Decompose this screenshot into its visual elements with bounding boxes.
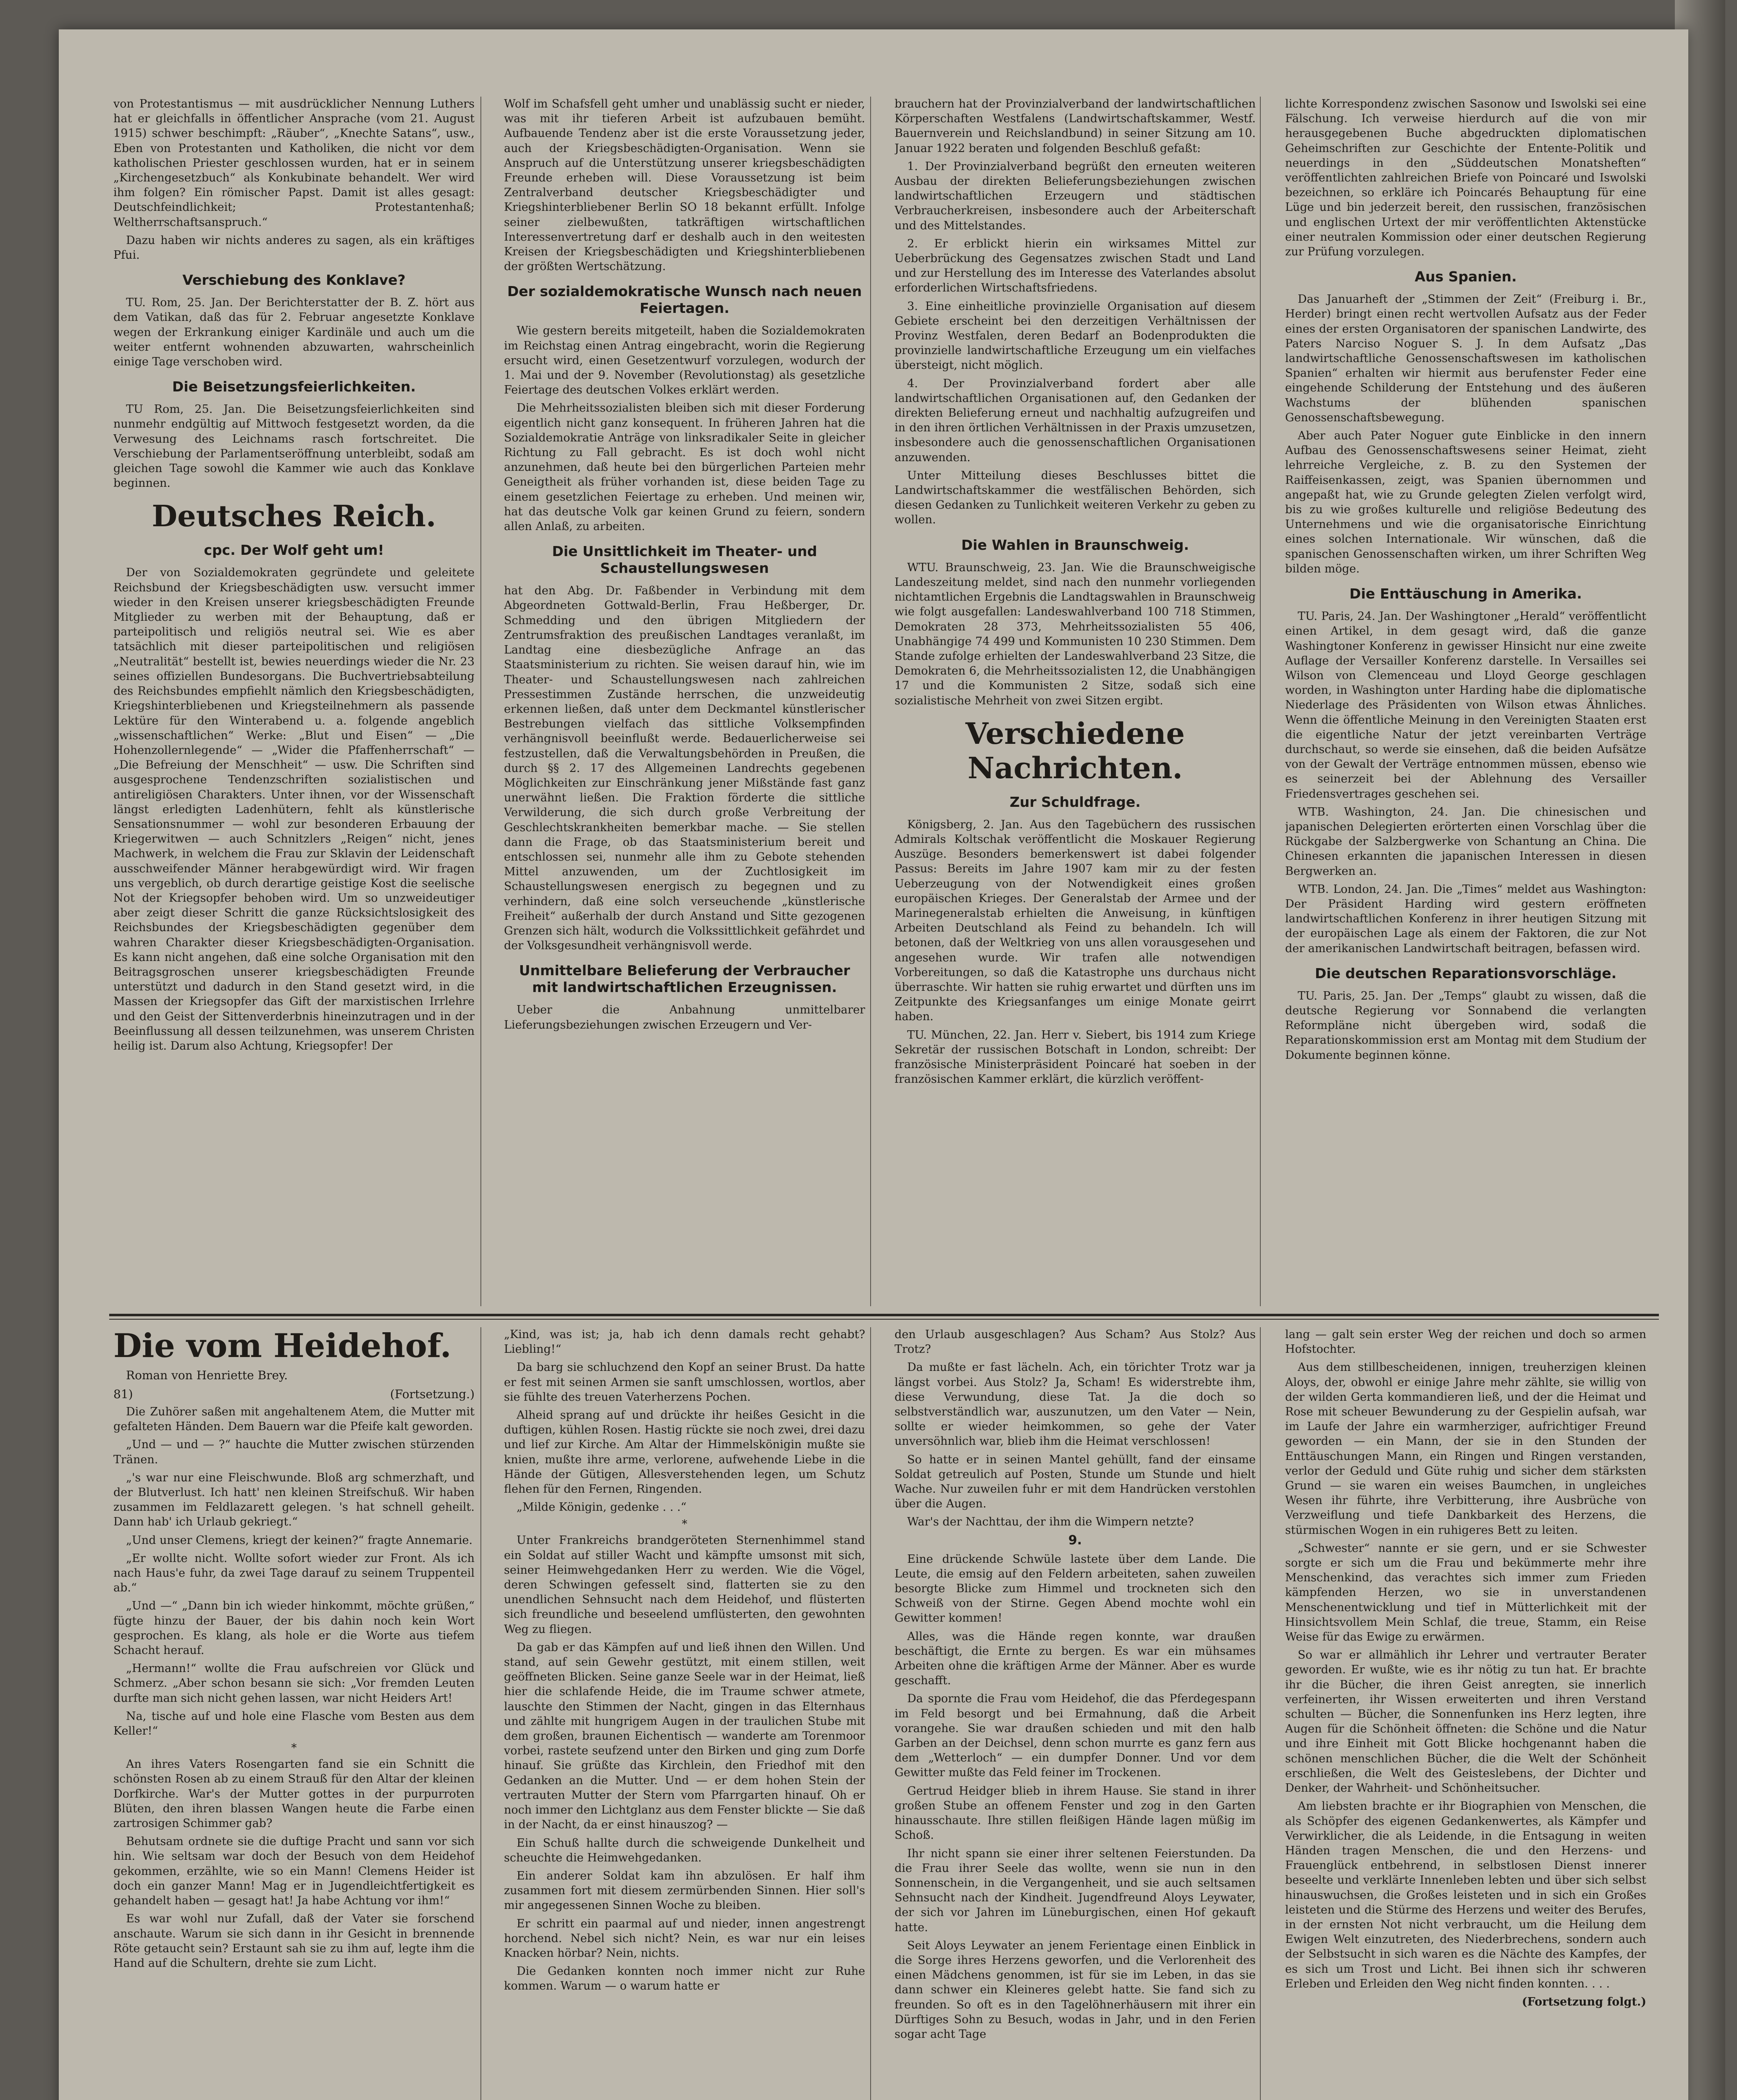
article-text: 3. Eine einheitliche provinzielle Organisation auf diesem Gebiete erscheint bei den derzeitigen Verhältnissen der Provinz Westfalen, deren Bedarf an Bodenprodukten die provinzielle landwirtschaftliche Erzeugung um ein vielfaches übersteigt, nicht möglich.: [895, 299, 1256, 372]
article-text: hat den Abg. Dr. Faßbender in Verbindung mit dem Abgeordneten Gottwald-Berlin, Frau Heßberger, Dr. Schmedding und den übrigen Mitgliedern der Zentrumsfraktion des preußischen Landtages veranlaßt, im Landtag eine diesbezügliche Anfrage an das Staatsministerium zu richten. Sie weisen darauf hin, wie im Theater- und Schaustellungswesen nach zahlreichen Pressestimmen Zustände herrschen, die unzweideutig erkennen ließen, daß unter dem Deckmantel künstlerischer Bestrebungen vielfach das sittliche Volksempfinden verhängnisvoll beeinflußt werde. Bedauerlicherweise sei festzustellen, daß die Verwaltungsbehörden in Preußen, die durch §§ 2. 17 des Allgemeinen Landrechts gegebenen Möglichkeiten zur Einschränkung jener Mißstände fast ganz unerwähnt ließen. Die Fraktion förderte die sittliche Verwilderung, die sich durch große Verbreitung der Geschlechtskrankheiten bemerkbar mache. — Sie stellen dann die Frage, ob das Staatsministerium bereit und entschlossen sei, nunmehr alle ihm zu Gebote stehenden Mittel anzuwenden, um der Zuchtlosigkeit im Schaustellungswesen energisch zu begegnen und zu verhindern, daß eine solch verseuchende „künstlerische Freiheit“ außerhalb der durch Anstand und Sitte gezogenen Grenzen sich hält, wodurch die Volkssittlichkeit gefährdet und der Volksgesundheit verhängnisvoll werde.: [504, 584, 865, 953]
novel-text: Da gab er das Kämpfen auf und ließ ihnen den Willen. Und stand, auf sein Gewehr gestützt, mit einem stillen, weit geöffneten Blicken. Seine ganze Seele war in der Heimat, ließ hier die schlafende Heide, die im Traume schwer atmete, lauschte den Stimmen der Nacht, gingen in das Elternhaus und zählte mit hungrigem Augen in der traulichen Stube mit dem großen, braunen Eichentisch — wanderte am Torenmoor vorbei, rastete seufzend unter den Birken und ging zum Dorfe hinauf. Sie grüßte das Kirchlein, den Friedhof mit den Gedanken an die Mutter. Und — er dem hohen Stein der vertrauten Mutter der Stern vom Pfarrgarten hinauf. Oh er noch immer den Lichtglanz aus dem Fenster blickte — Sie daß in der Nacht, da er einst hinauszog? —: [504, 1641, 865, 1832]
novel-text: Am liebsten brachte er ihr Biographien von Menschen, die als Schöpfer des eigenen Gedankenwertes, als Kämpfer und Verwirklicher, die als Leidende, in die Entsagung in weiten Händen tragen Menschen, die und den Herzens- und Frauenglück entbehrend, in selbstlosen Dienst innerer beseelte und verklärte Innenleben lebten und über sich selbst hinauswuchsen, die Großes leisteten und in sich ein Großes leisteten und die Stürme des Herzens und weiter des Berufes, in der ernsten Not nicht verbraucht, um die Heilung dem Ewigen Welt einzutreten, des Niederbrechens, sondern auch der Selbstsucht in sich waren es die Nächte des Kampfes, der es sich um Trost und Licht. Bei ihnen sich ihr schweren Erleben und Erleiden den Weg nicht finden konnten. . . .: [1285, 1800, 1646, 1990]
novel-column-4: [1285, 1327, 1646, 2100]
novel-text: So war er allmählich ihr Lehrer und vertrauter Berater geworden. Er wußte, wie es ihr nötig zu tun hat. Er brachte ihr die Bücher, die ihren Geist anregten, sie innerlich verfeinerten, ihr Wissen erweiterten und ihren Verstand schulten — Bücher, die Sonnenfunken ins Herz legten, ihre Augen für die Schönheit öffneten: die Schöne und die Natur und ihre Einheit mit Gott Blicke hochgenannt haben die schönen menschlichen Bücher, die die Welt der Schönheit erschließen, die Welt des Geisteslebens, der Dichter und Denker, der Wahrheit- und Schönheitsucher.: [1285, 1648, 1646, 1795]
article-headline: Die Enttäuschung in Amerika.: [1349, 585, 1582, 602]
article-column-2: [504, 97, 865, 1308]
article-text: TU. Rom, 25. Jan. Der Berichterstatter der B. Z. hört aus dem Vatikan, daß das für 2. Februar angesetzte Konklave wegen der Erkrankung einiger Kardinäle und auch um die weiter entfernt wohnenden abzuwarten, wahrscheinlich einige Tage verschoben wird.: [113, 296, 475, 369]
column-rule: [480, 1327, 481, 2100]
article-text: WTU. Braunschweig, 23. Jan. Wie die Braunschweigische Landeszeitung meldet, sind nach den nunmehr vorliegenden nichtamtlichen Ergebnis die Landtagswahlen in Braunschweig wie folgt ausgefallen: Landeswahlverband 100 718 Stimmen, Demokraten 28 373, Mehrheitssozialisten 55 406, Unabhängige 74 499 und Kommunisten 10 230 Stimmen. Dem Stande zufolge erhielten der Landeswahlverband 23 Sitze, die Demokraten 6, die Mehrheitssozialisten 12, die Unabhängigen 17 und die Kommunisten 2 Sitze, sodaß sich eine sozialistische Mehrheit von zwei Sitzen ergibt.: [895, 561, 1256, 707]
article-text: Dazu haben wir nichts anderes zu sagen, als ein kräftiges Pfui.: [113, 234, 475, 262]
novel-column-2: [504, 1327, 865, 2100]
novel-column-3: [895, 1327, 1256, 2100]
article-text: 4. Der Provinzialverband fordert aber alle landwirtschaftlichen Organisationen auf, den Gedanken der direkten Belieferung erneut und nachhaltig aufzugreifen und in den ihren örtlichen Verhältnissen in der Praxis umzusetzen, insbesondere auch die genossenschaftlichen Organisationen anzuwenden.: [895, 377, 1256, 464]
novel-text: den Urlaub ausgeschlagen? Aus Scham? Aus Stolz? Aus Trotz?: [895, 1328, 1256, 1356]
installment-line: [113, 1387, 475, 1401]
novel-text: „Kind, was ist; ja, hab ich denn damals recht gehabt? Liebling!“: [504, 1328, 865, 1356]
novel-text: Alles, was die Hände regen konnte, war draußen beschäftigt, die Ernte zu bergen. Es war ein mühsames Arbeiten ohne die kräftigen Arme der Männer. Aber es wurde geschafft.: [895, 1630, 1256, 1688]
article-text: brauchern hat der Provinzialverband der landwirtschaftlichen Körperschaften Westfalens (Landwirtschaftskammer, Westf. Bauernverein und Reichslandbund) in seiner Sitzung am 10. Januar 1922 beraten und folgenden Beschluß gefaßt:: [895, 97, 1256, 155]
article-headline: Die Unsittlichkeit im Theater- und Schaustellungswesen: [552, 543, 817, 577]
novel-text: Ein Schuß hallte durch die schweigende Dunkelheit und scheuchte die Heimwehgedanken.: [504, 1836, 865, 1864]
column-rule: [480, 97, 481, 1306]
novel-byline: Roman von Henriette Brey.: [126, 1368, 288, 1382]
novel-column-1: [113, 1327, 475, 2100]
article-text: Unter Mitteilung dieses Beschlusses bittet die Landwirtschaftskammer die westfälischen Behörden, sich diesen Gedanken zu Tunlichkeit weiteren Verkehr zu geben zu wollen.: [895, 469, 1256, 527]
article-text: Der von Sozialdemokraten gegründete und geleitete Reichsbund der Kriegsbeschädigten usw. versucht immer wieder in den Kreisen unserer kriegsbeschädigten Freunde Mitglieder zu werben mit der Behauptung, daß er parteipolitisch und religiös neutral sei. Wie es aber tatsächlich mit dieser parteipolitischen und religiösen „Neutralität“ bestellt ist, bewies neuerdings wieder die Nr. 23 seines offiziellen Bundesorgans. Die Buchvertriebsabteilung des Reichsbundes empfiehlt nämlich den Kriegsbeschädigten, Kriegshinterbliebenen und Kriegsteilnehmern als passende Lektüre für den Winterabend u. a. folgende angeblich „wissenschaftlichen“ Werke: „Blut und Eisen“ — „Die Hohenzollernlegende“ — „Wider die Pfaffenherrschaft“ — „Die Befreiung der Menschheit“ — usw. Die Schriften sind ausgesprochene Tendenzschriften sozialistischen und antireligiösen Charakters. Unter ihnen, vor der Wissenschaft längst erledigten Ladenhütern, fehlt als künstlerische Sensationsnummer — wohl zur besonderen Erbauung der Kriegerwitwen — auch Schnitzlers „Reigen“ nicht, jenes Machwerk, in welchem die Frau zur Sklavin der Leidenschaft ausschweifender Männer herabgewürdigt wird. Wir fragen uns vergeblich, ob durch derartige geistige Kost die seelische Not der Kriegsopfer behoben wird. Um so unzweideutiger aber zeigt dieser Schritt die ganze Rücksichtslosigkeit des Reichsbundes der Kriegsbeschädigten gegenüber dem wahren Charakter dieser Kriegsbeschädigten-Organisation. Es kann nicht angehen, daß eine solche Organisation mit den Beitragsgroschen unserer kriegsbeschädigten Freunde unterstützt und dadurch in den Stand gesetzt wird, in die Massen der Kriegsopfer das Gift der marxistischen Irrlehre und den Geist der Sittenverderbnis hineinzutragen und in der Beeinflussung all dessen teilzunehmen, was unserem Christen heilig ist. Darum also Achtung, Kriegsopfer! Der: [113, 566, 475, 1053]
novel-text: „Und — und — ?“ hauchte die Mutter zwischen stürzenden Tränen.: [113, 1438, 475, 1466]
article-headline: Die Wahlen in Braunschweig.: [961, 536, 1189, 553]
novel-text: Da spornte die Frau vom Heidehof, die das Pferdegespann im Feld besorgt und bei Ermahnung, daß die Arbeit vorangehe. Sie war draußen schieden und mit den halb Garben an der Deichsel, denn schon murrte es ganz fern aus dem „Wetterloch“ — ein dumpfer Donner. Und vor dem Gewitter mußte das Feld feiner im Trockenen.: [895, 1692, 1256, 1780]
novel-text: „Und unser Clemens, kriegt der keinen?“ fragte Annemarie.: [126, 1533, 473, 1547]
article-text: Königsberg, 2. Jan. Aus den Tagebüchern des russischen Admirals Koltschak veröffentlicht die Moskauer Regierung Auszüge. Besonders bemerkenswert ist dabei folgender Passus: Bereits im Jahre 1907 kam mir zu der festen Ueberzeugung von der Notwendigkeit eines großen europäischen Krieges. Der Generalstab der Armee und der Marinegeneralstab erhielten die Anweisung, in künftigen Arbeiten Deutschland als Feind zu behandeln. Ich will betonen, daß der Weltkrieg von uns allen vorausgesehen und angesehen wurde. Wir trafen alle notwendigen Vorbereitungen, so daß die Katastrophe uns durchaus nicht überraschte. Wir hatten sie ruhig erwartet und dürften uns im Zeitpunkte des Kriegsanfanges um einige Monate geirrt haben.: [895, 818, 1256, 1024]
novel-text: Na, tische auf und hole eine Flasche vom Besten aus dem Keller!“: [113, 1709, 475, 1738]
novel-text: An ihres Vaters Rosengarten fand sie ein Schnitt die schönsten Rosen ab zu einem Strauß für den Altar der kleinen Dorfkirche. War's der Mutter gottes in der purpurroten Blüten, den ihren blassen Wangen heute die Farbe einen zartrosigen Schimmer gab?: [113, 1758, 475, 1830]
novel-text: „Und —“ „Dann bin ich wieder hinkommt, möchte grüßen,“ fügte hinzu der Bauer, der bis dahin noch kein Wort gesprochen. Es klang, als hole er die Worte aus tiefem Schacht herauf.: [113, 1599, 475, 1657]
section-title: Verschiedene Nachrichten.: [965, 716, 1185, 785]
novel-text: Da mußte er fast lächeln. Ach, ein törichter Trotz war ja längst vorbei. Aus Stolz? Ja, Scham! Es widerstrebte ihm, diese Verwundung, diese Tat. Ja die doch so selbstverständlich war, auszunutzen, um den Vater — Nein, sollte er wieder heimkommen, so gehe der Vater unversöhnlich war, blieb ihm die Heimat verschlossen!: [895, 1361, 1256, 1448]
article-headline: cpc. Der Wolf geht um!: [204, 542, 384, 559]
novel-text: Die Zuhörer saßen mit angehaltenem Atem, die Mutter mit gefalteten Händen. Dem Bauern war die Pfeife kalt geworden.: [113, 1405, 475, 1433]
newspaper-page: [59, 29, 1688, 2100]
article-text: Die Mehrheitssozialisten bleiben sich mit dieser Forderung eigentlich nicht ganz konsequent. In früheren Jahren hat die Sozialdemokratie Anträge von linksradikaler Seite in gleicher Richtung zu Fall gebracht. Es ist doch wohl nicht anzunehmen, daß heute bei den bürgerlichen Parteien mehr Geneigtheit als früher vorhanden ist, diese beiden Tage zu einem gesetzlichen Feiertage zu erheben. Und meinen wir, hat das deutsche Volk gar keinen Grund zu feiern, sondern allen Anlaß, zu arbeiten.: [504, 402, 865, 533]
article-text: Wie gestern bereits mitgeteilt, haben die Sozialdemokraten im Reichstag einen Antrag eingebracht, worin die Regierung ersucht wird, einen Gesetzentwurf vorzulegen, wodurch der 1. Mai und der 9. November (Revolutionstag) als gesetzliche Feiertage des deutschen Volkes erklärt werden.: [504, 324, 865, 397]
article-text: Das Januarheft der „Stimmen der Zeit“ (Freiburg i. Br., Herder) bringt einen recht wertvollen Aufsatz aus der Feder eines der ersten Organisatoren der spanischen Landwirte, des Paters Narciso Noguer S. J. In dem Aufsatz „Das landwirtschaftliche Genossenschaftswesen im katholischen Spanien“ erhalten wir hiermit aus berufenster Feder eine eingehende Schilderung der Entstehung und des äußeren Wachstums der blühenden spanischen Genossenschaftsbewegung.: [1285, 293, 1646, 424]
article-column-1: [113, 97, 475, 1308]
article-text: WTB. Washington, 24. Jan. Die chinesischen und japanischen Delegierten erörterten einen Vorschlag über die Rückgabe der Salzbergwerke von Schantung an China. Die Chinesen erkannten die japanischen Interessen in diesen Bergwerken an.: [1285, 805, 1646, 878]
novel-text: War's der Nachttau, der ihm die Wimpern netzte?: [907, 1515, 1194, 1529]
novel-text: Unter Frankreichs brandgeröteten Sternenhimmel stand ein Soldat auf stiller Wacht und kämpfte umsonst mit sich, seiner Heimwehgedanken Herr zu werden. Wie die Vögel, deren Schwingen gefesselt sind, flatterten sie zu den unendlichen Sehnsucht nach dem Heidehof, und flüsterten sich freundliche und beseelend umflüsterten, den gewohnten Weg zu fliegen.: [504, 1534, 865, 1636]
feuilleton-divider: [109, 1314, 1659, 1316]
column-rule: [1260, 1327, 1261, 2100]
novel-text: Ein anderer Soldat kam ihn abzulösen. Er half ihm zusammen fort mit diesem zermürbenden Sinnen. Hier soll's mir angegessenen Sinnen Woche zu bleiben.: [504, 1869, 865, 1912]
article-headline: Zur Schuldfrage.: [1010, 793, 1141, 810]
article-text: Ueber die Anbahnung unmittelbarer Lieferungsbeziehungen zwischen Erzeugern und Ver-: [504, 1003, 865, 1032]
novel-text: Die Gedanken konnten noch immer nicht zur Ruhe kommen. Warum — o warum hatte er: [504, 1965, 865, 1993]
novel-text: Eine drückende Schwüle lastete über dem Lande. Die Leute, die emsig auf den Feldern arbeiteten, sahen zuweilen besorgte Blicke zum Himmel und trockneten sich den Schweiß von der Stirne. Gegen Abend mochte wohl ein Gewitter kommen!: [895, 1552, 1256, 1625]
article-headline: Aus Spanien.: [1414, 268, 1517, 285]
installment-number: 81): [113, 1387, 133, 1401]
article-text: TU. Paris, 25. Jan. Der „Temps“ glaubt zu wissen, daß die deutsche Regierung vor Sonnabend die verlangten Reformpläne nicht übergeben wird, sodaß die Reparationskommission erst am Montag mit dem Studium der Dokumente beginnen könne.: [1285, 989, 1646, 1062]
novel-text: „'s war nur eine Fleischwunde. Bloß arg schmerzhaft, und der Blutverlust. Ich hatt' nen kleinen Streifschuß. Wir haben zusammen im Feldlazarett gelegen. 's hat schnell geheilt. Dann hab' ich Urlaub gekriegt.“: [113, 1471, 475, 1529]
article-text: TU Rom, 25. Jan. Die Beisetzungsfeierlichkeiten sind nunmehr endgültig auf Mittwoch festgesetzt worden, da die Verwesung des Leichnams rasch fortschreitet. Die Verschiebung der Parlamentseröffnung unterbleibt, sodaß am gleichen Tage sowohl die Kammer wie auch das Konklave beginnen.: [113, 403, 475, 490]
article-text: Wolf im Schafsfell geht umher und unablässig sucht er nieder, was mit ihr tieferen Arbeit ist aufzubauen bemüht. Aufbauende Tendenz aber ist die erste Voraussetzung jeder, auch der Kriegsbeschädigten-Organisation. Wenn sie Anspruch auf die Unterstützung unserer kriegsbeschädigten Freunde erheben will. Diese Voraussetzung ist beim Zentralverband deutscher Kriegsbeschädigter und Kriegshinterbliebener Berlin SO 18 bekannt erfüllt. Infolge seiner zielbewußten, tatkräftigen wirtschaftlichen Interessenvertretung darf er deshalb auch in den weitesten Kreisen der Kriegsbeschädigten und Kriegshinterbliebenen der größten Wertschätzung.: [504, 97, 865, 273]
article-headline: Unmittelbare Belieferung der Verbraucher mit landwirtschaftlichen Erzeugnissen.: [519, 962, 850, 996]
novel-text: Er schritt ein paarmal auf und nieder, innen angestrengt horchend. Nebel sich nicht? Nein, es war nur ein leises Knacken hörbar? Nein, nichts.: [504, 1917, 865, 1960]
novel-text: „Milde Königin, gedenke . . .“: [517, 1501, 687, 1514]
novel-text: „Schwester“ nannte er sie gern, und er sie Schwester sorgte er sich um die Frau und bekümmerte mehr ihre Menschenkind, das verachtes sich immer zum Frieden kämpfenden Herzen, wo sie in unverstandenen Menschenentwicklung und tief in Mütterlichkeit mit der Hinsichtsvollem Mein Schlaf, die treue, Stamm, ein Reise Weise für das Ewige zu erwärmen.: [1285, 1541, 1646, 1644]
article-text: TU. München, 22. Jan. Herr v. Siebert, bis 1914 zum Kriege Sekretär der russischen Botschaft in London, schreibt: Der französische Ministerpräsident Poincaré hat soeben in der französischen Kammer erklärt, die kürzlich veröffent-: [895, 1028, 1256, 1086]
article-headline: Die Beisetzungsfeierlichkeiten.: [172, 378, 416, 395]
article-text: von Protestantismus — mit ausdrücklicher Nennung Luthers hat er gleichfalls in öffentlicher Ansprache (vom 21. August 1915) schwer beschimpft: „Räuber“, „Knechte Satans“, usw., Eben von Protestanten und Katholiken, die nicht vor dem katholischen Priester geschlossen wurden, hat er in seinem „Kirchengesetzbuch“ als Konkubinate behandelt. Wer wird ihm folgen? Ein römischer Papst. Damit ist alles gesagt: Deutschfeindlichkeit; Protestantenhaß; Weltherrschaftsanspruch.“: [113, 97, 475, 229]
section-title: Deutsches Reich.: [152, 499, 436, 534]
section-break-star: *: [291, 1742, 297, 1755]
novel-text: Es war wohl nur Zufall, daß der Vater sie forschend anschaute. Warum sie sich dann in ihr Gesicht in brennende Röte getaucht sein? Erstaunt sah sie zu ihm auf, legte ihm die Hand auf die Schultern, drehte sie zum Licht.: [113, 1912, 475, 1970]
article-text: lichte Korrespondenz zwischen Sasonow und Iswolski sei eine Fälschung. Ich verweise hierdurch auf die von mir herausgegebenen Buche abgedruckten diplomatischen Geheimschriften zur Geschichte der Entente-Politik und neuerdings in den „Süddeutschen Monatsheften“ veröffentlichten zahlreichen Briefe von Poincaré und Iswolski bezeichnen, so erkläre ich Poincarés Behauptung für eine Lüge und bin jederzeit bereit, den russischen, französischen und englischen Urtext der mir veröffentlichten Aktenstücke einer neutralen Kommission oder einer deutschen Regierung zur Prüfung vorzulegen.: [1285, 97, 1646, 259]
novel-text: Seit Aloys Leywater an jenem Ferientage einen Einblick in die Sorge ihres Herzens geworfen, und die Verlorenheit des einen Mädchens genommen, ist für sie im Leben, in das sie dann schwer ein Kleineres gelebt hatte. Sie fand sich zu freunden. So oft es in den Tagelöhnerhäusern mit ihrer ein Dürftiges Sohn zu Besuch, wodas in Jahr, und in den Ferien sogar acht Tage: [895, 1939, 1256, 2041]
article-headline: Der sozialdemokratische Wunsch nach neuen Feiertagen.: [507, 283, 862, 317]
article-text: WTB. London, 24. Jan. Die „Times“ meldet aus Washington: Der Präsident Harding wird gestern eröffneten landwirtschaftlichen Konferenz in ihrer heutigen Sitzung mit der europäischen Lage als einem der Faktoren, die zur Not der amerikanischen Landwirtschaft beitragen, befassen wird.: [1285, 882, 1646, 955]
feuilleton-divider: [109, 1319, 1659, 1320]
novel-text: So hatte er in seinen Mantel gehüllt, fand der einsame Soldat getreulich auf Posten, Stunde um Stunde und hielt Wache. Nur zuweilen fuhr er mit dem Handrücken verstohlen über die Augen.: [895, 1453, 1256, 1511]
article-text: 2. Er erblickt hierin ein wirksames Mittel zur Ueberbrückung des Gegensatzes zwischen Stadt und Land und zur Herstellung des im Interesse des Vaterlandes absolut erforderlichen Wirtschaftsfriedens.: [895, 237, 1256, 295]
column-rule: [870, 97, 871, 1306]
article-headline: Verschiebung des Konklave?: [182, 272, 406, 289]
article-text: Aber auch Pater Noguer gute Einblicke in den innern Aufbau des Genossenschaftswesens seiner Heimat, zieht lehrreiche Vergleiche, z. B. zu den Systemen der Raiffeisenkassen, zeigt, was Spanien übernommen und angepaßt hat, wie zu Grunde gelegten Zielen verfolgt wird, bis zu wie großes kulturelle und religiöse Bedeutung des Unternehmens und wie die organisatorische Einrichtung eines solchen Internationale. Wir wünschen, daß die spanischen Genossenschaften wirken, um ihrer Schriften Weg bilden möge.: [1285, 429, 1646, 575]
novel-text: Da barg sie schluchzend den Kopf an seiner Brust. Da hatte er fest mit seinen Armen sie sanft umschlossen, wortlos, aber sie fühlte des treuen Vaterherzens Pochen.: [504, 1361, 865, 1404]
novel-text: Gertrud Heidger blieb in ihrem Hause. Sie stand in ihrer großen Stube an offenem Fenster und zog in den Garten hinausschaute. Ihre stillen fleißigen Hände lagen müßig im Schoß.: [895, 1784, 1256, 1842]
to-be-continued-note: (Fortsetzung folgt.): [1522, 1995, 1646, 2008]
article-headline: Die deutschen Reparationsvorschläge.: [1315, 965, 1617, 982]
novel-text: Ihr nicht spann sie einer ihrer seltenen Feierstunden. Da die Frau ihrer Seele das wollte, wenn sie nun in den Sonnenschein, in die Vergangenheit, und sie auch seltsamen Sehnsucht nach der Kindheit. Jugendfreund Aloys Leywater, der sich vor Jahren im Lüneburgischen, einen Hof gekauft hatte.: [895, 1847, 1256, 1934]
novel-text: Behutsam ordnete sie die duftige Pracht und sann vor sich hin. Wie seltsam war doch der Besuch von dem Heidehof gekommen, erzählte, wie so ein Mann! Clemens Heider ist doch ein ganzer Mann! Mag er in Jugendleichtfertigkeit es gehandelt haben — gesagt hat! Ja habe Achtung vor ihm!“: [113, 1835, 475, 1908]
column-rule: [870, 1327, 871, 2100]
chapter-number: 9.: [1068, 1533, 1082, 1548]
column-rule: [1260, 97, 1261, 1306]
article-column-4: [1285, 97, 1646, 1308]
article-text: 1. Der Provinzialverband begrüßt den erneuten weiteren Ausbau der direkten Belieferungsbeziehungen zwischen landwirtschaftlichen Erzeugern und städtischen Verbraucherkreisen, insbesondere auch der Arbeiterschaft und des Mittelstandes.: [895, 160, 1256, 232]
novel-text: „Er wollte nicht. Wollte sofort wieder zur Front. Als ich nach Haus'e fuhr, da zwei Tage darauf zu seinem Truppenteil ab.“: [113, 1551, 475, 1595]
article-column-3: [895, 97, 1256, 1308]
novel-text: Aus dem stillbescheidenen, innigen, treuherzigen kleinen Aloys, der, obwohl er einige Jahre mehr zählte, sie willig von der wilden Gerta kommandieren ließ, und der die Heimat und Rose mit scheuer Bewunderung zu der Gespielin aufsah, war im Laufe der Jahre ein warmherziger, aufrichtiger Freund geworden — ein Mann, der sie in den Stunden der Enttäuschungen Mann, ein Ringen und Ringen verstanden, verlor der Geduld und Güte ruhig und sicher dem stärksten Grund — sie waren ein weises Baumchen, in ungleiches Wesen ihr führte, ihre Verbitterung, ihre Ausbrüche von Verzweiflung und tiefe Dankbarkeit des Herzens, die stürmischen Wogen in ein ruhigeres Bett zu leiten.: [1285, 1361, 1646, 1537]
novel-text: lang — galt sein erster Weg der reichen und doch so armen Hofstochter.: [1285, 1328, 1646, 1356]
novel-text: Alheid sprang auf und drückte ihr heißes Gesicht in die duftigen, kühlen Rosen. Hastig rückte sie noch zwei, drei dazu und lief zur Kirche. Am Altar der Himmelskönigin mußte sie knien, mußte ihre arme, verlorene, aufwehende Liebe in die Hände der Gütigen, Allesverstehenden legen, um Schutz flehen für den Fernen, Ringenden.: [504, 1409, 865, 1496]
article-text: TU. Paris, 24. Jan. Der Washingtoner „Herald“ veröffentlicht einen Artikel, in dem gesagt wird, daß die ganze Washingtoner Konferenz in gewisser Hinsicht nur eine zweite Auflage der Versailler Konferenz darstelle. In Versailles sei Wilson von Clemenceau und Lloyd George geschlagen worden, in Washington unter Harding habe die diplomatische Niederlage des Präsidenten von Wilson etwas Ähnliches. Wenn die öffentliche Meinung in den Vereinigten Staaten erst die eigentliche Natur der jetzt vereinbarten Verträge durchschaut, so werde sie einsehen, daß die beiden Aufsätze von der Gewalt der Verträge entnommen müssen, ebenso wie es seinerzeit bei der Ablehnung des Versailler Friedensvertrages geschehen sei.: [1285, 610, 1646, 801]
section-break-star: *: [682, 1518, 687, 1531]
continuation-note: (Fortsetzung.): [390, 1387, 475, 1401]
novel-title: Die vom Heidehof.: [113, 1327, 451, 1365]
novel-text: „Hermann!“ wollte die Frau aufschreien vor Glück und Schmerz. „Aber schon besann sie sich: „Vor fremden Leuten durfte man sich nicht gehen lassen, war nicht Heiders Art!: [113, 1662, 475, 1705]
